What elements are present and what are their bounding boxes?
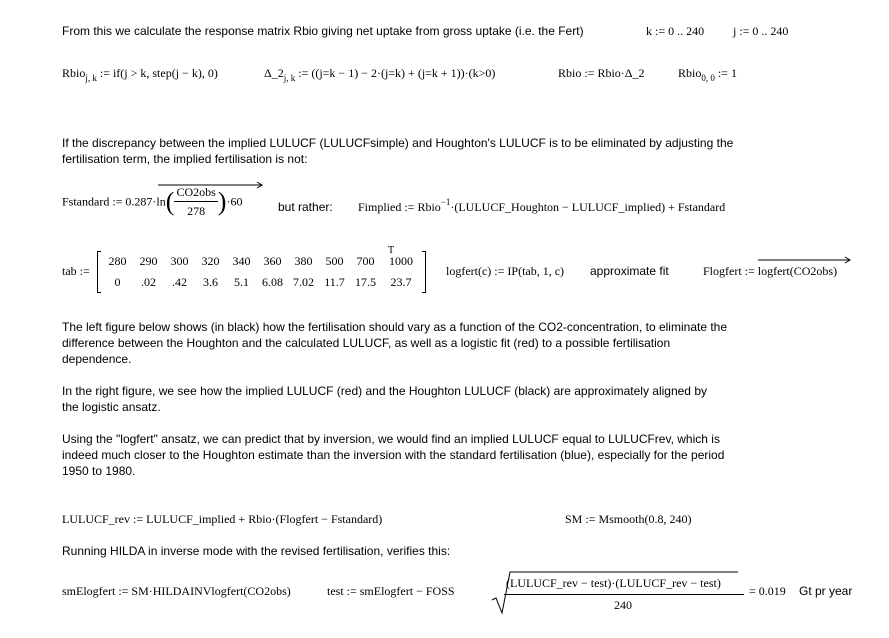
rbio-rhs: := if(j > k, step(j − k), 0) — [96, 66, 218, 80]
fstandard-numerator: CO2obs — [174, 183, 217, 202]
delta-rhs: := ((j=k − 1) − 2·(j=k) + (j=k + 1))·(k>0) — [295, 66, 496, 80]
range-j: j := 0 .. 240 — [733, 24, 789, 38]
logfert-paragraph — [62, 431, 862, 479]
tab-cell: 320 — [201, 254, 220, 268]
fimplied-rhs: ·(LULUCF_Houghton − LULUCF_implied) + Fstandard — [450, 200, 726, 214]
fstandard-tail: ·60 — [226, 194, 243, 209]
logfert-line-3: 1950 to 1980. — [62, 464, 136, 478]
tab-matrix-row-2 — [102, 272, 421, 293]
flogfert-lhs: Flogfert := — [703, 264, 758, 278]
delta-lhs: Δ_2 — [264, 66, 284, 80]
tab-cell: 340 — [232, 254, 251, 268]
tab-cell: 7.02 — [293, 275, 314, 289]
delta-subscript: j, k — [283, 73, 296, 83]
tab-cell: 360 — [263, 254, 282, 268]
tab-cell: 1000 — [389, 254, 413, 268]
tab-cell: 0 — [114, 275, 121, 289]
fimplied-sup: −1 — [440, 197, 451, 207]
fstandard-right-paren: ) — [217, 186, 227, 216]
left-figure-line-3: dependence. — [62, 352, 132, 366]
tab-cell: .02 — [141, 275, 156, 289]
tab-cell: 500 — [325, 254, 344, 268]
hilda-paragraph: Running HILDA in inverse mode with the revised fertilisation, verifies this: — [62, 544, 451, 558]
lulucf-rev-definition: LULUCF_rev := LULUCF_implied + Rbio·(Flogfert − Fstandard) — [62, 512, 383, 526]
tab-matrix — [97, 251, 426, 293]
result-value: = 0.019 — [749, 584, 786, 598]
logfert-line-1: Using the "logfert" ansatz, we can predict that by inversion, we would find an implied LULUCF equal to LULUCFrev, which is — [62, 432, 720, 446]
flogfert-rhs: logfert(CO2obs) — [757, 264, 838, 278]
right-figure-paragraph — [62, 383, 862, 415]
fstandard-left-paren: ( — [165, 186, 175, 216]
tab-cell: 290 — [139, 254, 158, 268]
vector-arrow-flogfert — [758, 256, 853, 264]
flogfert-definition — [703, 264, 837, 278]
sqrt-numerator: (LULUCF_rev − test)·(LULUCF_rev − test) — [506, 576, 721, 590]
right-figure-line-2: the logistic ansatz. — [62, 400, 161, 414]
left-figure-line-2: difference between the Houghton and the calculated LULUCF, as well as a logistic fit (red) to a possible fertilisation — [62, 336, 671, 350]
rbio-00-definition — [678, 66, 737, 81]
rbio-definition — [62, 66, 218, 81]
approximate-fit-text: approximate fit — [590, 264, 669, 278]
tab-cell: 17.5 — [355, 275, 376, 289]
range-k: k := 0 .. 240 — [646, 24, 705, 38]
delta-definition — [264, 66, 495, 81]
tab-cell: 380 — [294, 254, 313, 268]
rbio-product: Rbio := Rbio·Δ_2 — [558, 66, 645, 80]
vector-arrow-fstandard — [158, 181, 268, 189]
right-figure-line-1: In the right figure, we see how the implied LULUCF (red) and the Houghton LULUCF (black) are approximately aligned by — [62, 384, 707, 398]
fimplied-definition — [358, 197, 726, 215]
left-figure-paragraph — [62, 319, 862, 367]
discrepancy-line-2: fertilisation term, the implied fertilisation is not: — [62, 152, 308, 166]
sqrt-fraction-bar — [504, 594, 744, 595]
tab-cell: .42 — [172, 275, 187, 289]
tab-matrix-row-1 — [102, 251, 421, 272]
rbio00-subscript: 0, 0 — [701, 73, 715, 83]
tab-cell: 300 — [170, 254, 189, 268]
discrepancy-paragraph — [62, 135, 862, 167]
sqrt-denominator: 240 — [614, 598, 632, 612]
fstandard-denominator: 278 — [187, 204, 206, 218]
logfert-line-2: indeed much closer to the Houghton estimate than the inversion with the standard fertilisation (blue), especially for the period — [62, 448, 725, 462]
fstandard-lhs: Fstandard := 0.287·ln — [62, 194, 166, 209]
rbio00-lhs: Rbio — [678, 66, 702, 80]
discrepancy-line-1: If the discrepancy between the implied LULUCF (LULUCFsimple) and Houghton's LULUCF is to be eliminated by adjusting the — [62, 136, 734, 150]
result-unit: Gt pr year — [799, 584, 853, 598]
tab-cell: 700 — [356, 254, 375, 268]
tab-cell: 11.7 — [324, 275, 345, 289]
tab-transpose: T — [388, 245, 395, 256]
but-rather-text: but rather: — [278, 200, 333, 214]
tab-cell: 280 — [108, 254, 127, 268]
tab-cell: 5.1 — [234, 275, 249, 289]
intro-text: From this we calculate the response matrix Rbio giving net uptake from gross uptake (i.e. the Fert) — [62, 24, 584, 38]
tab-lhs: tab := — [62, 264, 90, 278]
tab-cell: 23.7 — [390, 275, 412, 289]
rbio-lhs: Rbio — [62, 66, 86, 80]
test-definition: test := smElogfert − FOSS — [327, 584, 455, 598]
fimplied-lhs: Fimplied := Rbio — [358, 200, 441, 214]
smelogfert-definition: smElogfert := SM·HILDAINVlogfert(CO2obs) — [62, 584, 291, 598]
rbio00-rhs: := 1 — [714, 66, 737, 80]
rbio-subscript: j, k — [85, 73, 97, 83]
left-figure-line-1: The left figure below shows (in black) how the fertilisation should vary as a function of the CO2-concentration, to eliminate the — [62, 320, 728, 334]
tab-cell: 3.6 — [203, 275, 218, 289]
sm-definition: SM := Msmooth(0.8, 240) — [565, 512, 692, 526]
logfert-definition: logfert(c) := IP(tab, 1, c) — [446, 264, 565, 278]
tab-cell: 6.08 — [262, 275, 283, 289]
